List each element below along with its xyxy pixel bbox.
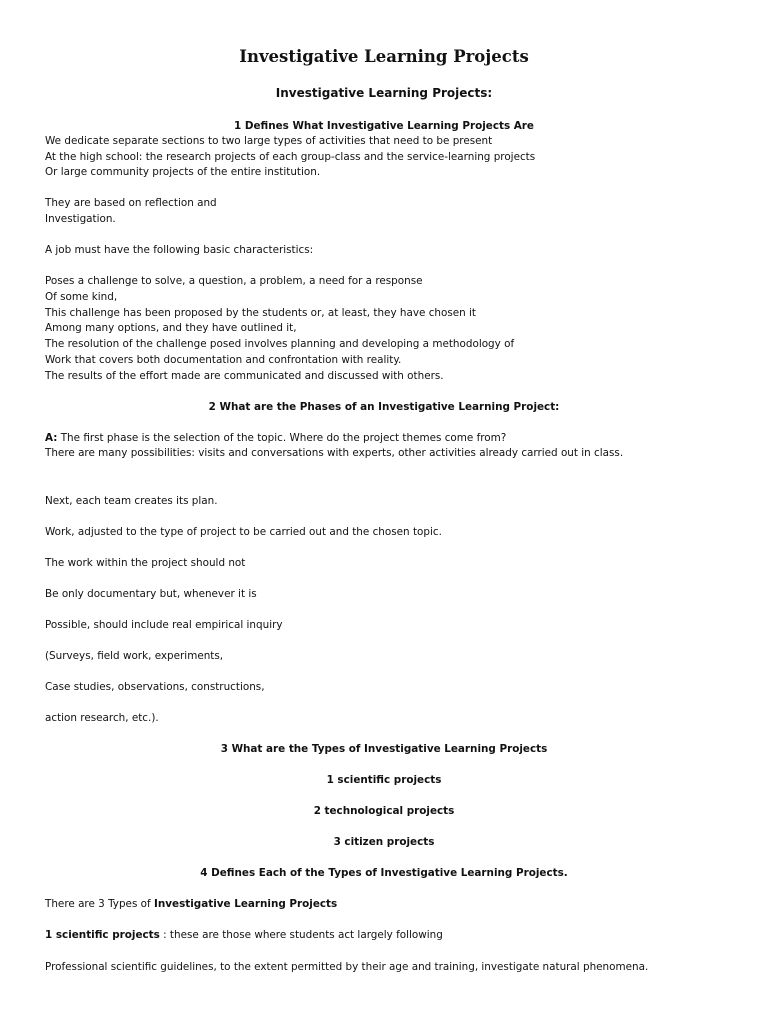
paragraph-line: Next, each team creates its plan. [45, 495, 218, 507]
section-heading-3: 3 What are the Types of Investigative Learning Projects [220, 743, 548, 755]
paragraph-line [45, 897, 337, 911]
phase-text: The first phase is the selection of the topic. Where do the project themes come from? [57, 432, 507, 444]
paragraph-line: The results of the effort made are communicated and discussed with others. [45, 370, 444, 382]
paragraph-line: The work within the project should not [45, 557, 246, 569]
paragraph-line: Among many options, and they have outlined it, [45, 322, 297, 334]
phase-label: A: [45, 432, 58, 444]
paragraph-line: Or large community projects of the entire institution. [45, 166, 321, 178]
paragraph-line: They are based on reflection and [45, 197, 217, 209]
type-item: 3 citizen projects [333, 836, 435, 848]
paragraph-line: At the high school: the research projects of each group-class and the service-learning projects [45, 151, 536, 163]
type-item: 1 scientific projects [326, 774, 442, 786]
types-intro-text: There are 3 Types of [45, 898, 154, 910]
scientific-label: 1 scientific projects [45, 929, 160, 941]
paragraph-line [45, 431, 506, 445]
paragraph-line: There are many possibilities: visits and conversations with experts, other activities already carried out in class. [45, 447, 624, 459]
paragraph-line: Be only documentary but, whenever it is [45, 588, 257, 600]
paragraph-line: Possible, should include real empirical inquiry [45, 619, 283, 631]
paragraph-line: Professional scientific guidelines, to the extent permitted by their age and training, investigate natural phenomena. [45, 961, 649, 973]
paragraph-line: Case studies, observations, constructions, [45, 681, 265, 693]
paragraph-line: This challenge has been proposed by the students or, at least, they have chosen it [45, 307, 477, 319]
types-intro-bold: Investigative Learning Projects [153, 898, 338, 910]
paragraph-line [45, 928, 443, 942]
paragraph-line: The resolution of the challenge posed involves planning and developing a methodology of [45, 338, 515, 350]
section-heading-1: 1 Defines What Investigative Learning Projects Are [234, 120, 534, 132]
paragraph-line: (Surveys, field work, experiments, [45, 650, 224, 662]
scientific-text: : these are those where students act largely following [159, 929, 443, 941]
paragraph-line: Poses a challenge to solve, a question, a problem, a need for a response [45, 275, 423, 287]
paragraph-line: A job must have the following basic characteristics: [45, 244, 314, 256]
paragraph-line: action research, etc.). [45, 712, 159, 724]
document-title: Investigative Learning Projects [239, 47, 529, 66]
paragraph-line: Work that covers both documentation and confrontation with reality. [45, 354, 402, 366]
document-subtitle: Investigative Learning Projects: [275, 86, 493, 100]
paragraph-line: Work, adjusted to the type of project to be carried out and the chosen topic. [45, 526, 442, 538]
section-heading-4: 4 Defines Each of the Types of Investigative Learning Projects. [200, 867, 568, 879]
paragraph-line: Of some kind, [45, 291, 118, 303]
paragraph-line: Investigation. [45, 213, 116, 225]
section-heading-2: 2 What are the Phases of an Investigative Learning Project: [208, 401, 560, 413]
paragraph-line: We dedicate separate sections to two large types of activities that need to be present [45, 135, 493, 147]
type-item: 2 technological projects [313, 805, 455, 817]
